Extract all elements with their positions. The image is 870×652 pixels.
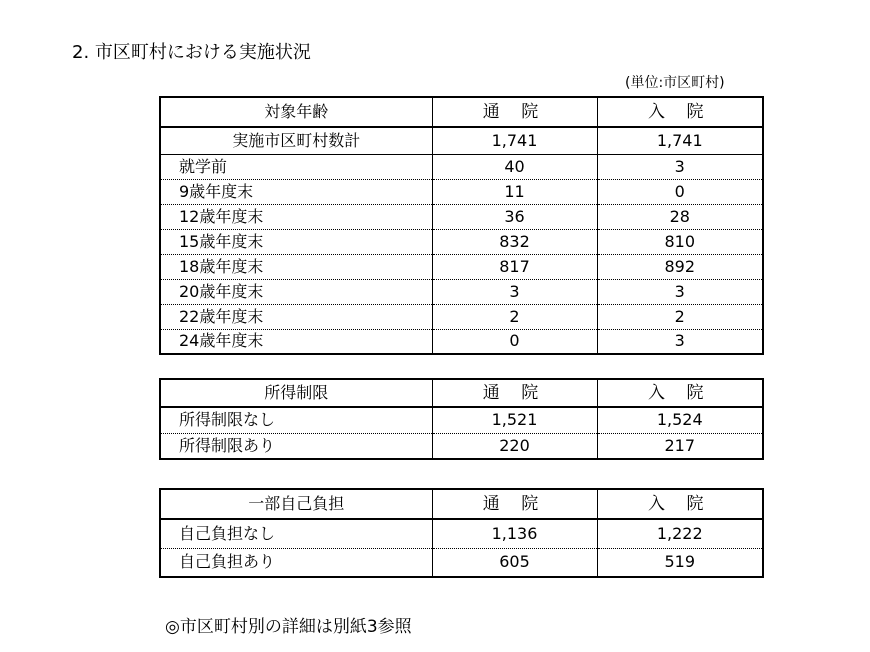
income-limit-table — [159, 378, 764, 460]
table-row — [160, 329, 763, 354]
unit-note: (単位:市区町村) — [625, 75, 725, 91]
header-copay: 一部自己負担 — [160, 489, 432, 519]
table-row — [160, 548, 763, 577]
inpatient-value: 2 — [597, 304, 763, 329]
inpatient-value: 1,524 — [597, 407, 763, 433]
header-outpatient: 通 院 — [432, 97, 597, 127]
table-row — [160, 519, 763, 548]
inpatient-value: 3 — [597, 154, 763, 179]
header-target-age: 対象年齢 — [160, 97, 432, 127]
inpatient-value: 28 — [597, 204, 763, 229]
inpatient-value: 0 — [597, 179, 763, 204]
row-label: 22歳年度末 — [160, 304, 432, 329]
row-label: 15歳年度末 — [160, 229, 432, 254]
outpatient-value: 0 — [432, 329, 597, 354]
row-label: 24歳年度末 — [160, 329, 432, 354]
outpatient-value: 605 — [432, 548, 597, 577]
table-row — [160, 254, 763, 279]
row-label: 9歳年度末 — [160, 179, 432, 204]
table-row — [160, 407, 763, 433]
inpatient-value: 519 — [597, 548, 763, 577]
table-row — [160, 229, 763, 254]
outpatient-value: 1,136 — [432, 519, 597, 548]
table-header-row — [160, 97, 763, 127]
header-outpatient: 通 院 — [432, 379, 597, 407]
table-row — [160, 304, 763, 329]
inpatient-value: 1,222 — [597, 519, 763, 548]
table-row — [160, 154, 763, 179]
total-label: 実施市区町村数計 — [160, 127, 432, 154]
header-inpatient: 入 院 — [597, 97, 763, 127]
table-row — [160, 204, 763, 229]
header-inpatient: 入 院 — [597, 379, 763, 407]
row-label: 所得制限なし — [160, 407, 432, 433]
table-header-row — [160, 489, 763, 519]
outpatient-value: 1,521 — [432, 407, 597, 433]
table-row — [160, 179, 763, 204]
inpatient-value: 810 — [597, 229, 763, 254]
row-label: 所得制限あり — [160, 433, 432, 459]
row-label: 18歳年度末 — [160, 254, 432, 279]
outpatient-value: 11 — [432, 179, 597, 204]
total-row — [160, 127, 763, 154]
section-title: 2. 市区町村における実施状況 — [72, 42, 311, 63]
inpatient-value: 3 — [597, 329, 763, 354]
total-inpatient: 1,741 — [597, 127, 763, 154]
table-row — [160, 433, 763, 459]
header-inpatient: 入 院 — [597, 489, 763, 519]
total-outpatient: 1,741 — [432, 127, 597, 154]
header-income-limit: 所得制限 — [160, 379, 432, 407]
inpatient-value: 892 — [597, 254, 763, 279]
age-table — [159, 96, 764, 355]
copay-table — [159, 488, 764, 578]
table-header-row — [160, 379, 763, 407]
inpatient-value: 3 — [597, 279, 763, 304]
outpatient-value: 817 — [432, 254, 597, 279]
outpatient-value: 832 — [432, 229, 597, 254]
row-label: 自己負担なし — [160, 519, 432, 548]
row-label: 12歳年度末 — [160, 204, 432, 229]
inpatient-value: 217 — [597, 433, 763, 459]
outpatient-value: 2 — [432, 304, 597, 329]
table-row — [160, 279, 763, 304]
row-label: 自己負担あり — [160, 548, 432, 577]
header-outpatient: 通 院 — [432, 489, 597, 519]
row-label: 20歳年度末 — [160, 279, 432, 304]
outpatient-value: 40 — [432, 154, 597, 179]
footnote: ◎市区町村別の詳細は別紙3参照 — [165, 617, 412, 637]
outpatient-value: 220 — [432, 433, 597, 459]
row-label: 就学前 — [160, 154, 432, 179]
outpatient-value: 36 — [432, 204, 597, 229]
outpatient-value: 3 — [432, 279, 597, 304]
